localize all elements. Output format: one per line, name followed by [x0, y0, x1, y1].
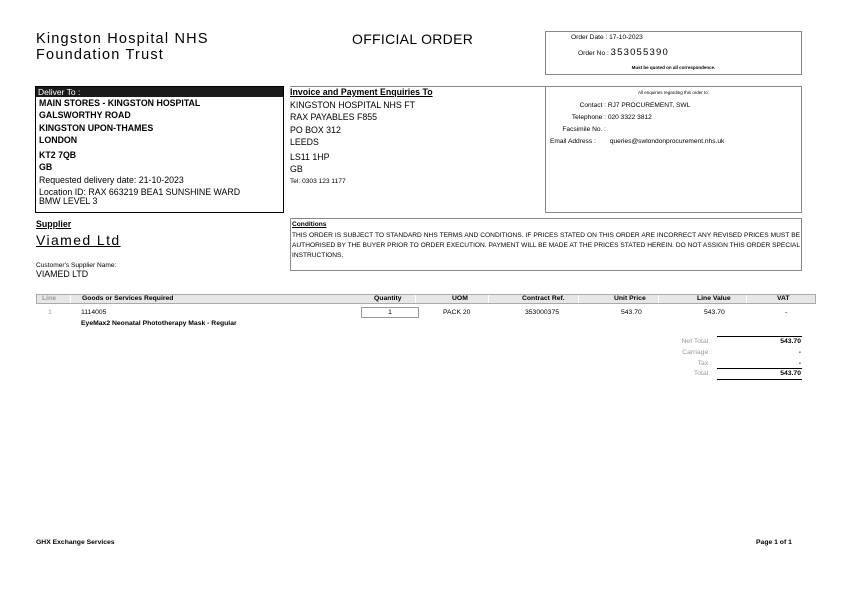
row-vat: -	[785, 309, 788, 316]
th-quantity: Quantity	[374, 295, 402, 302]
order-date-label: Order Date :	[571, 34, 608, 41]
table-header	[36, 294, 816, 304]
row-uom: PACK 20	[443, 309, 471, 316]
invoice-postcode: LS11 1HP	[290, 152, 330, 162]
telephone-label: Telephone :	[571, 114, 606, 121]
carriage-value: -	[798, 349, 801, 356]
row-quantity: 1	[361, 307, 419, 318]
location-extra: BMW LEVEL 3	[39, 196, 98, 206]
th-line-value: Line Value	[697, 295, 731, 302]
deliver-country: GB	[39, 162, 53, 172]
order-date-value: 17-10-2023	[609, 34, 643, 41]
total-value: 543.70	[780, 370, 801, 377]
row-line-value: 543.70	[704, 309, 725, 316]
contact-note: All enquiries regarding this order to:	[637, 90, 710, 95]
page-number: Page 1 of 1	[756, 539, 792, 546]
row-unit-price: 543.70	[621, 309, 642, 316]
order-date-row	[571, 34, 643, 41]
net-total-value: 543.70	[780, 338, 801, 345]
customer-supplier-label: Customer's Supplier Name:	[36, 262, 117, 269]
deliver-address-line-2: GALSWORTHY ROAD	[39, 110, 131, 120]
email-row	[550, 138, 724, 145]
customer-supplier-value: VIAMED LTD	[36, 269, 89, 279]
total-label: Total :	[693, 370, 712, 377]
deliver-postcode: KT2 7QB	[39, 150, 77, 160]
facsimile-label: Facsimile No. :	[562, 126, 606, 133]
row-line-number: 1	[48, 309, 52, 316]
contact-label: Contact :	[579, 102, 606, 109]
invoice-telephone: Tel: 0303 123 1177	[290, 178, 346, 185]
invoice-address-line-2: RAX PAYABLES F855	[290, 112, 378, 122]
row-item-description: EyeMax2 Neonatal Phototherapy Mask - Regular	[81, 320, 237, 327]
invoice-enquiries-box	[290, 86, 546, 213]
invoice-heading: Invoice and Payment Enquiries To	[290, 87, 433, 97]
net-total-label: Net Total :	[681, 338, 712, 345]
th-line: Line	[42, 295, 56, 302]
contact-box	[545, 86, 802, 213]
contact-row	[549, 102, 690, 109]
organisation-name-line1: Kingston Hospital NHS	[36, 31, 209, 47]
telephone-row	[549, 114, 652, 121]
row-contract-ref: 353000375	[525, 309, 560, 316]
invoice-country: GB	[290, 164, 303, 174]
location-id: Location ID: RAX 663219 BEA1 SUNSHINE WARD	[39, 187, 241, 197]
facsimile-row	[549, 126, 606, 133]
order-number-label: Order No :	[578, 50, 609, 57]
order-number-row	[578, 47, 669, 58]
invoice-address-line-3: PO BOX 312	[290, 125, 341, 135]
email-label: Email Address :	[550, 138, 596, 145]
quote-note: Must be quoted on all correspondence.	[631, 65, 716, 70]
row-item-code: 1114005	[81, 309, 107, 316]
deliver-to-box	[35, 86, 284, 213]
order-details-box	[545, 31, 802, 75]
tax-label: Tax :	[697, 360, 712, 367]
invoice-address-line-1: KINGSTON HOSPITAL NHS FT	[290, 100, 415, 110]
th-unit-price: Unit Price	[614, 295, 646, 302]
carriage-label: Carriage :	[682, 349, 712, 356]
document-title: OFFICIAL ORDER	[352, 31, 474, 47]
organisation-name	[36, 31, 209, 63]
deliver-address-line-1: MAIN STORES - KINGSTON HOSPITAL	[39, 98, 201, 108]
deliver-address-line-4: LONDON	[39, 135, 78, 145]
contact-value: RJ7 PROCUREMENT, SWL	[607, 102, 691, 109]
th-goods: Goods or Services Required	[82, 295, 174, 302]
th-uom: UOM	[452, 295, 468, 302]
supplier-heading: Supplier	[36, 219, 72, 229]
conditions-box	[290, 218, 802, 271]
th-vat: VAT	[777, 295, 790, 302]
deliver-to-heading: Deliver To :	[36, 87, 283, 97]
telephone-value: 020 3322 3812	[607, 114, 652, 121]
email-value: queries@swlondonprocurement.nhs.uk	[609, 138, 725, 145]
order-number-value: 353055390	[610, 47, 669, 58]
conditions-text: THIS ORDER IS SUBJECT TO STANDARD NHS TERMS AND CONDITIONS. IF PRICES STATED ON THIS ORDER ARE INCORRECT ANY REVISED PRICES MUST BE AUTHORISED BY THE BUYER PRIOR TO ORDER EXECUTION. PAYMENT WILL BE MADE AT THE PRICES STATED HEREIN. DO NOT ASSIGN THIS ORDER SPECIAL INSTRUCTIONS.	[292, 232, 800, 259]
invoice-address-line-4: LEEDS	[290, 137, 319, 147]
supplier-name: Viamed Ltd	[36, 232, 121, 248]
th-contract: Contract Ref.	[522, 295, 565, 302]
requested-delivery-date: Requested delivery date: 21-10-2023	[39, 175, 184, 185]
organisation-name-line2: Foundation Trust	[36, 47, 165, 63]
deliver-address-line-3: KINGSTON UPON-THAMES	[39, 123, 154, 133]
tax-value: -	[798, 360, 801, 367]
footer-provider: GHX Exchange Services	[36, 539, 115, 546]
conditions-heading: Conditions	[292, 221, 327, 228]
